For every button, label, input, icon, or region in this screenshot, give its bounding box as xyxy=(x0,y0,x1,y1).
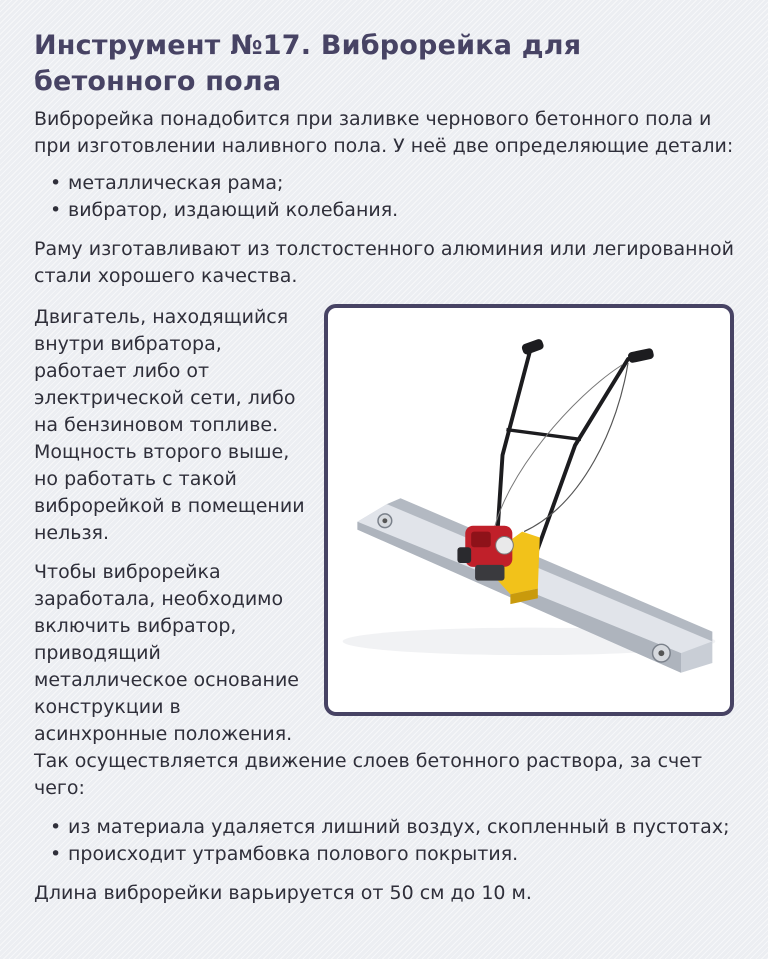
movement-paragraph: Так осуществляется движение слоев бетонного раствора, за счет чего: xyxy=(34,750,703,799)
list-item: • металлическая рама; xyxy=(50,170,734,197)
page-title: Инструмент №17. Виброрейка для бетонного пола xyxy=(34,30,582,97)
screed-image xyxy=(324,304,734,716)
article xyxy=(34,28,734,907)
start-paragraph: Чтобы виброрейка заработала, необходимо включить вибратор, приводящий металлическое основание конструкции в асинхронные положения. xyxy=(34,561,299,745)
parts-list xyxy=(34,170,734,224)
engine-paragraph: Двигатель, находящийся внутри вибратора, работает либо от электрической сети, либо на бензиновом топливе. Мощность второго выше, но работать с такой виброрейкой в помещении нельзя. xyxy=(34,306,305,544)
effects-list xyxy=(34,814,734,868)
vibrating-screed-illustration xyxy=(328,308,730,712)
length-paragraph: Длина виброрейки варьируется от 50 см до 10 м. xyxy=(34,882,532,904)
list-item: • вибратор, издающий колебания. xyxy=(50,197,734,224)
intro-paragraph: Виброрейка понадобится при заливке чернового бетонного пола и при изготовлении наливного пола. У неё две определяющие детали: xyxy=(34,108,734,157)
list-item: • из материала удаляется лишний воздух, скопленный в пустотах; xyxy=(50,814,734,841)
list-item: • происходит утрамбовка полового покрытия. xyxy=(50,841,734,868)
frame-paragraph: Раму изготавливают из толстостенного алюминия или легированной стали хорошего качества. xyxy=(34,238,734,287)
